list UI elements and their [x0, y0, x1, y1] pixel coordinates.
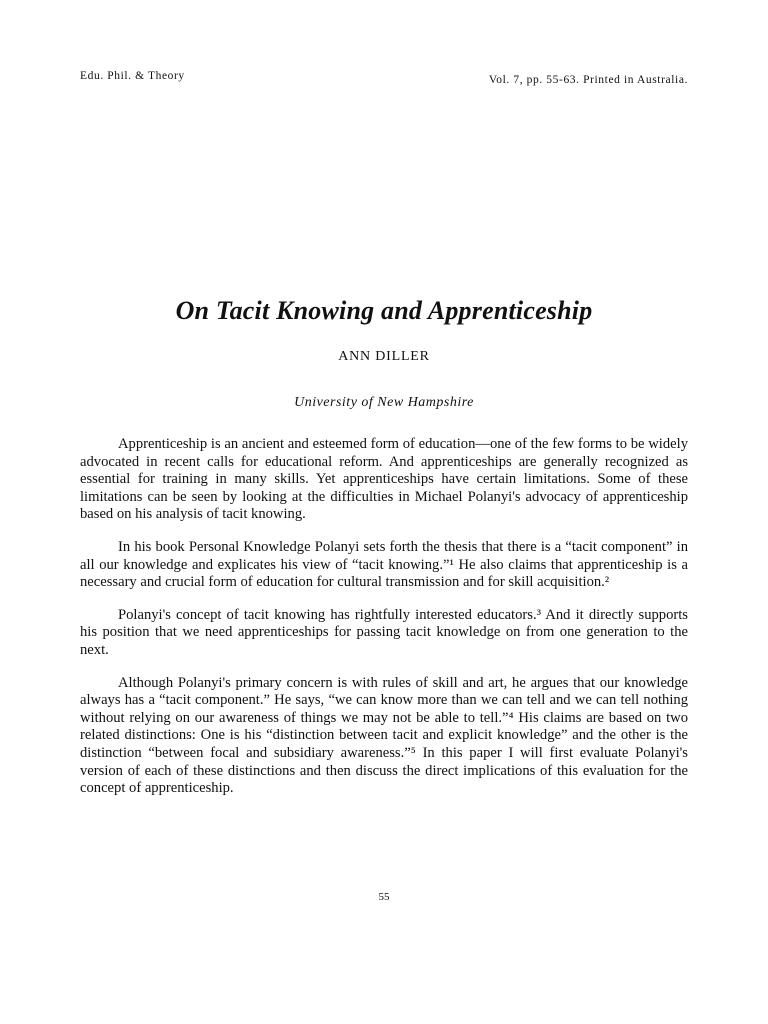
running-head — [80, 70, 688, 90]
article-body — [80, 436, 688, 813]
author-affiliation: University of New Hampshire — [294, 395, 474, 410]
paragraph-1: Apprenticeship is an ancient and esteemed form of education—one of the few forms to be widely advocated in recent calls for educational reform. And apprenticeships are generally recognized as essential for training in many skills. Yet apprenticeships have certain limitations. Some of these limitations can be seen by looking at the difficulties in Michael Polanyi's advocacy of apprenticeship based on his analysis of tacit knowing. — [80, 436, 688, 523]
paragraph-4: Although Polanyi's primary concern is with rules of skill and art, he argues that our knowledge always has a “tacit component.” He says, “we can know more than we can tell and we can tell nothing without relying on our awareness of things we may not be able to tell.”⁴ His claims are based on two related distinctions: One is his “distinction between tacit and explicit knowledge” and the other is the distinction “between focal and subsidiary awareness.”⁵ In this paper I will first evaluate Polanyi's version of each of these distinctions and then discuss the direct implications of this evaluation for the concept of apprenticeship. — [80, 674, 688, 797]
volume-info: Vol. 7, pp. 55-63. Printed in Australia. — [488, 74, 688, 86]
page-number: 55 — [378, 891, 390, 903]
article-title: On Tacit Knowing and Apprenticeship — [175, 296, 593, 325]
paragraph-3: Polanyi's concept of tacit knowing has rightfully interested educators.³ And it directly supports his position that we need apprenticeships for passing tacit knowledge on from one generation to the next. — [80, 606, 688, 658]
author-name: ANN DILLER — [338, 349, 430, 364]
journal-name: Edu. Phil. & Theory — [80, 70, 185, 82]
paragraph-2: In his book Personal Knowledge Polanyi sets forth the thesis that there is a “tacit component” in all our knowledge and explicates his view of “tacit knowing.”¹ He also claims that apprenticeship is a necessary and crucial form of education for cultural transmission and for skill acquisition.² — [80, 538, 688, 591]
